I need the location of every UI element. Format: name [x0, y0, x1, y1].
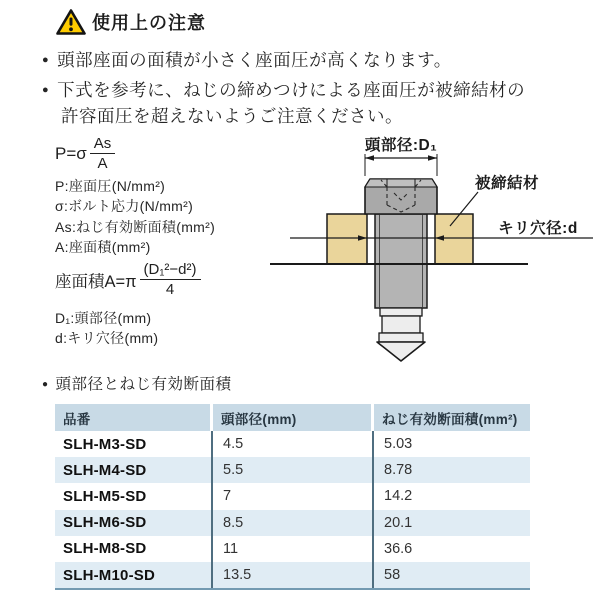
head-diameter-cell: 5.5 — [223, 462, 244, 479]
table-row — [55, 431, 530, 457]
arrowhead-left — [365, 155, 374, 160]
part-number-cell: SLH-M8-SD — [63, 540, 147, 558]
thread-area-cell: 5.03 — [384, 436, 413, 453]
part-number-cell: SLH-M4-SD — [63, 461, 147, 479]
part-number-cell: SLH-M5-SD — [63, 487, 147, 505]
column-header-head-diameter: 頭部径(mm) — [213, 404, 371, 431]
warning-icon — [56, 8, 86, 36]
table-row — [55, 510, 530, 536]
pressure-formula-legend — [55, 176, 215, 257]
thread-area-cell: 14.2 — [384, 488, 413, 505]
clamped-material-label: 被締結材 — [475, 175, 540, 192]
head-diameter-cell: 8.5 — [223, 514, 244, 531]
notice-bullet-2-continued: 許容面圧を超えないようご注意ください。 — [61, 106, 403, 126]
fraction-denominator: 4 — [165, 281, 175, 299]
legend-line: A:座面積(mm²) — [55, 238, 151, 255]
head-diameter-cell: 7 — [223, 488, 232, 505]
area-formula — [55, 261, 201, 299]
part-number-cell: SLH-M3-SD — [63, 435, 147, 453]
notice-bullet-1-text: 頭部座面の面積が小さく座面圧が高くなります。 — [57, 50, 452, 70]
part-number-cell: SLH-M10-SD — [63, 566, 156, 584]
column-separator — [372, 431, 374, 588]
parts-table — [55, 404, 530, 590]
pressure-formula-fraction — [90, 135, 116, 173]
legend-line: σ:ボルト応力(N/mm²) — [55, 198, 194, 215]
thread-area-cell: 58 — [384, 567, 401, 584]
table-row — [55, 536, 530, 562]
fraction-numerator: (D₁²−d²) — [140, 261, 201, 280]
column-separator — [211, 431, 213, 588]
thread-area-cell: 20.1 — [384, 514, 413, 531]
notice-title: 使用上の注意 — [92, 13, 206, 33]
bolt-tip-band — [379, 333, 423, 342]
bolt-tip-point — [377, 342, 425, 361]
fraction-numerator: As — [90, 135, 116, 154]
table-body — [55, 431, 530, 590]
legend-line: D₁:頭部径(mm) — [55, 310, 152, 326]
table-title — [42, 372, 232, 394]
column-header-part-number: 品番 — [55, 404, 210, 431]
bullet-icon: ● — [42, 379, 49, 390]
legend-line: As:ねじ有効断面積(mm²) — [55, 218, 216, 235]
head-diameter-cell: 13.5 — [223, 567, 252, 584]
thread-area-cell: 36.6 — [384, 540, 413, 557]
table-row — [55, 457, 530, 483]
part-number-cell: SLH-M6-SD — [63, 514, 147, 532]
table-title-text: 頭部径とねじ有効断面積 — [55, 376, 232, 393]
pressure-formula-lhs: P=σ — [55, 143, 87, 163]
bolt-head-top-face — [365, 179, 437, 187]
notice-bullet-1 — [42, 47, 452, 72]
area-formula-lhs: 座面積A=π — [55, 272, 137, 291]
bolt-cross-section-diagram — [270, 130, 600, 368]
column-header-thread-area: ねじ有効断面積(mm²) — [374, 404, 530, 431]
area-formula-fraction — [140, 261, 201, 299]
bullet-icon: ● — [42, 54, 50, 66]
area-formula-legend — [55, 308, 158, 349]
pressure-formula — [55, 135, 115, 173]
legend-line: P:座面圧(N/mm²) — [55, 178, 166, 194]
head-diameter-cell: 11 — [223, 540, 239, 557]
fraction-denominator: A — [97, 155, 108, 173]
bolt-tip-body — [382, 316, 420, 333]
legend-line: d:キリ穴径(mm) — [55, 330, 159, 347]
table-header-row — [55, 404, 530, 431]
thread-area-cell: 8.78 — [384, 462, 413, 479]
table-row — [55, 562, 530, 588]
head-diameter-cell: 4.5 — [223, 436, 244, 453]
notice-header — [56, 8, 206, 36]
bolt-shank — [375, 214, 427, 308]
table-row — [55, 483, 530, 509]
notice-bullet-2 — [42, 77, 525, 102]
arrowhead-right — [428, 155, 437, 160]
bullet-icon: ● — [42, 84, 50, 96]
notice-bullet-2-text: 下式を参考に、ねじの締めつけによる座面圧が被締結材の — [57, 80, 526, 100]
head-diameter-label: 頭部径:D₁ — [364, 137, 438, 154]
hole-diameter-label: キリ穴径:d — [498, 220, 578, 237]
bolt-tip-collar — [380, 308, 422, 316]
